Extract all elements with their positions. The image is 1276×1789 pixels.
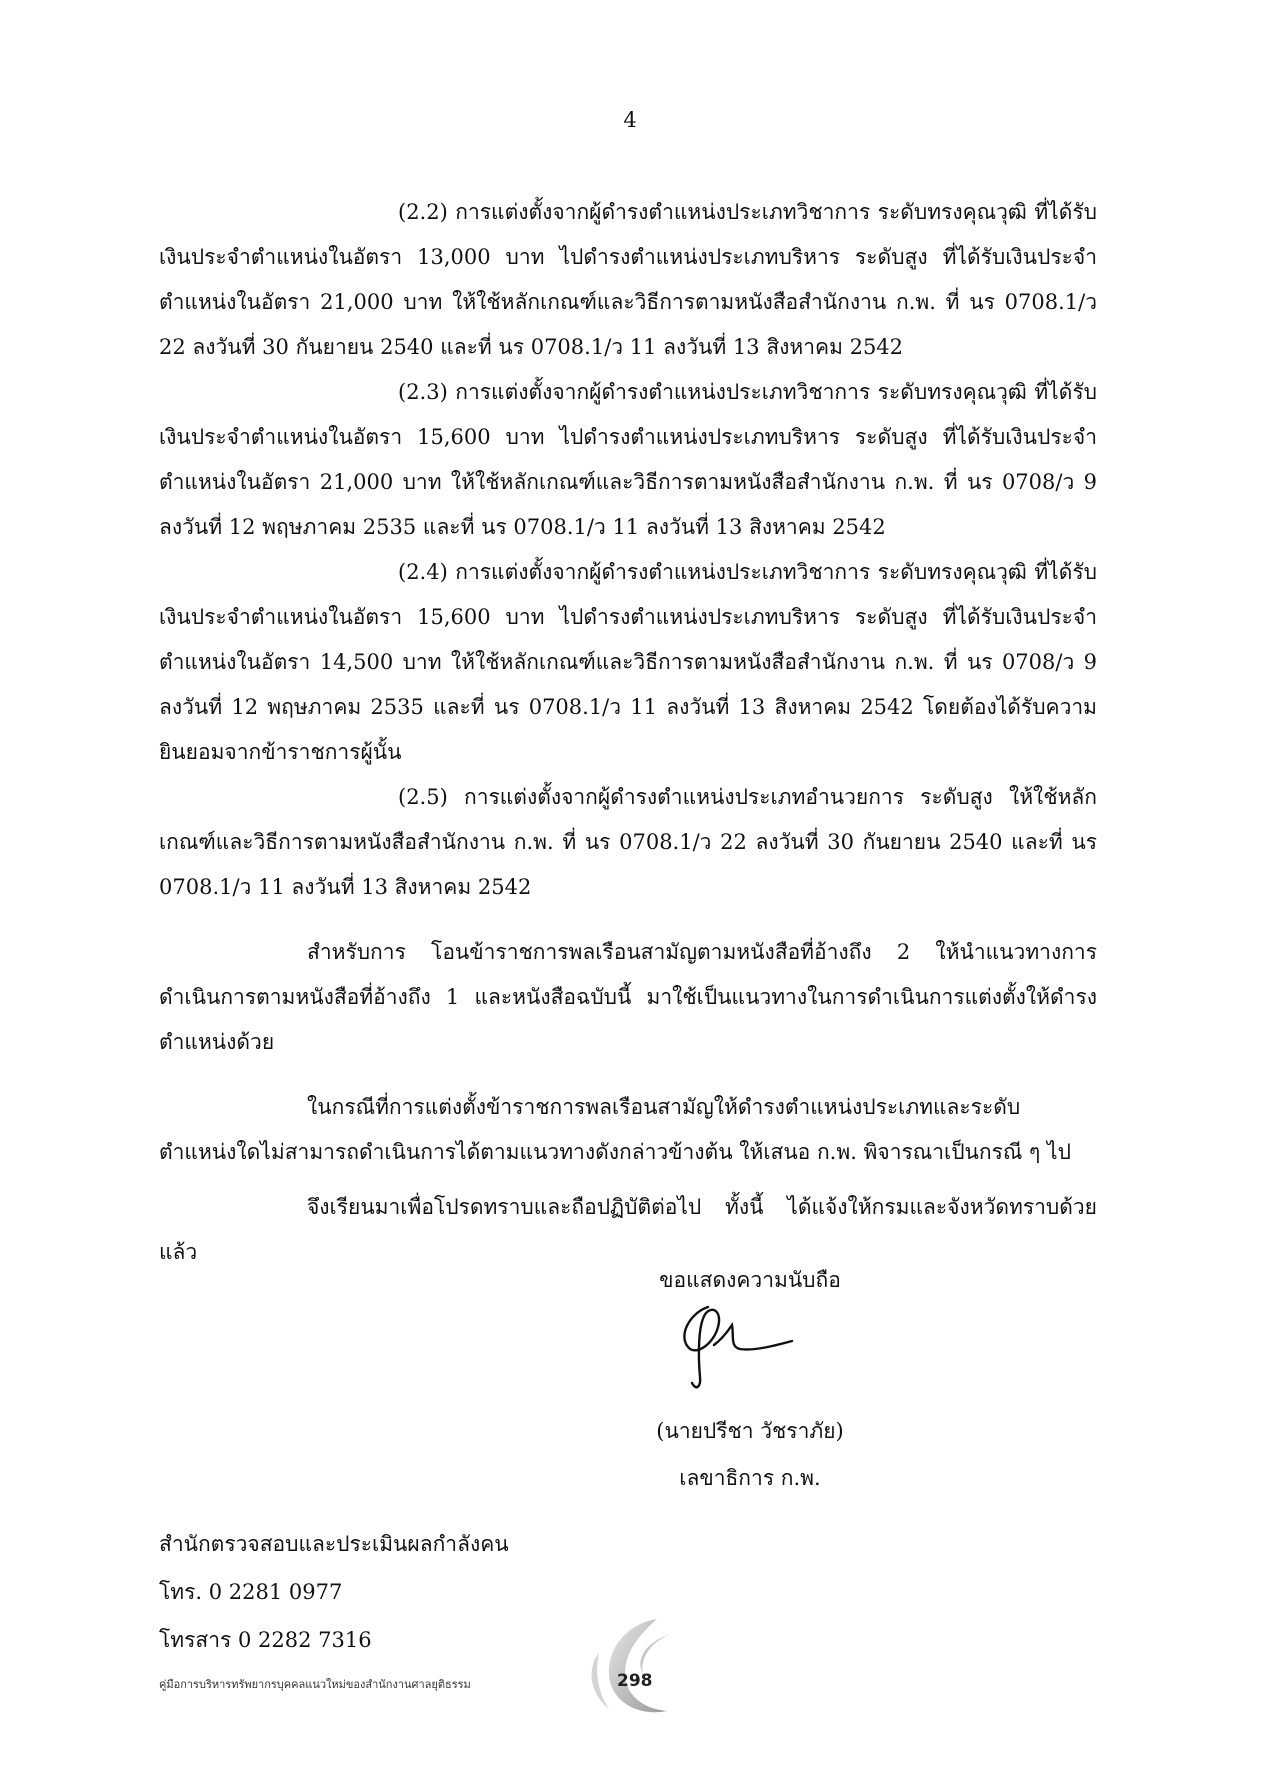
footer-page-number: 298 <box>617 1671 653 1691</box>
footer <box>159 1665 1159 1705</box>
office-name: สำนักตรวจสอบและประเมินผลกำลังคน <box>159 1532 509 1556</box>
contact-block <box>159 1520 509 1664</box>
swirl-logo-icon <box>579 1613 699 1723</box>
salutation: ขอแสดงความนับถือ <box>659 1268 841 1292</box>
signature <box>670 1295 800 1395</box>
fax-number: โทรสาร 0 2282 7316 <box>159 1628 372 1652</box>
phone-number: โทร. 0 2281 0977 <box>159 1580 343 1604</box>
paragraph-2-3: (2.3) การแต่งตั้งจากผู้ดำรงตำแหน่งประเภทวิชาการ ระดับทรงคุณวุฒิ ที่ได้รับเงินประจำตำแหน่งในอัตรา 15,600 บาท ไปดำรงตำแหน่งประเภทบริหาร ระดับสูง ที่ได้รับเงินประจำตำแหน่งในอัตรา 21,000 บาท ให้ใช้หลักเกณฑ์และวิธีการตามหนังสือสำนักงาน ก.พ. ที่ นร 0708/ว 9 ลงวันที่ 12 พฤษภาคม 2535 และที่ นร 0708.1/ว 11 ลงวันที่ 13 สิงหาคม 2542 <box>159 380 1097 539</box>
paragraph-2-2: (2.2) การแต่งตั้งจากผู้ดำรงตำแหน่งประเภทวิชาการ ระดับทรงคุณวุฒิ ที่ได้รับเงินประจำตำแหน่งในอัตรา 13,000 บาท ไปดำรงตำแหน่งประเภทบริหาร ระดับสูง ที่ได้รับเงินประจำตำแหน่งในอัตรา 21,000 บาท ให้ใช้หลักเกณฑ์และวิธีการตามหนังสือสำนักงาน ก.พ. ที่ นร 0708.1/ว 22 ลงวันที่ 30 กันยายน 2540 และที่ นร 0708.1/ว 11 ลงวันที่ 13 สิงหาคม 2542 <box>159 200 1097 359</box>
paragraph-closing: จึงเรียนมาเพื่อโปรดทราบและถือปฏิบัติต่อไป ทั้งนี้ ได้แจ้งให้กรมและจังหวัดทราบด้วยแล้ว <box>159 1195 1097 1264</box>
paragraph-exception: ในกรณีที่การแต่งตั้งข้าราชการพลเรือนสามัญให้ดำรงตำแหน่งประเภทและระดับตำแหน่งใดไม่สามารถดำเนินการได้ตามแนวทางดังกล่าวข้างต้น ให้เสนอ ก.พ. พิจารณาเป็นกรณี ๆ ไป <box>159 1095 1071 1164</box>
paragraph-transfer: สำหรับการ โอนข้าราชการพลเรือนสามัญตามหนังสือที่อ้างถึง 2 ให้นำแนวทางการดำเนินการตามหนังสือที่อ้างถึง 1 และหนังสือฉบับนี้ มาใช้เป็นแนวทางในการดำเนินการแต่งตั้งให้ดำรงตำแหน่งด้วย <box>159 940 1097 1054</box>
signer-name: (นายปรีชา วัชราภัย) <box>656 1419 844 1443</box>
footer-caption: คู่มือการบริหารทรัพยากรบุคคลแนวใหม่ของสำนักงานศาลยุติธรรม <box>159 1678 471 1691</box>
page-number: 4 <box>623 108 637 132</box>
paragraph-2-4: (2.4) การแต่งตั้งจากผู้ดำรงตำแหน่งประเภทวิชาการ ระดับทรงคุณวุฒิ ที่ได้รับเงินประจำตำแหน่งในอัตรา 15,600 บาท ไปดำรงตำแหน่งประเภทบริหาร ระดับสูง ที่ได้รับเงินประจำตำแหน่งในอัตรา 14,500 บาท ให้ใช้หลักเกณฑ์และวิธีการตามหนังสือสำนักงาน ก.พ. ที่ นร 0708/ว 9 ลงวันที่ 12 พฤษภาคม 2535 และที่ นร 0708.1/ว 11 ลงวันที่ 13 สิงหาคม 2542 โดยต้องได้รับความยินยอมจากข้าราชการผู้นั้น <box>159 560 1097 764</box>
body-text-section-1 <box>159 190 1097 1275</box>
paragraph-2-5: (2.5) การแต่งตั้งจากผู้ดำรงตำแหน่งประเภทอำนวยการ ระดับสูง ให้ใช้หลักเกณฑ์และวิธีการตามหนังสือสำนักงาน ก.พ. ที่ นร 0708.1/ว 22 ลงวันที่ 30 กันยายน 2540 และที่ นร 0708.1/ว 11 ลงวันที่ 13 สิงหาคม 2542 <box>159 785 1097 899</box>
signer-position: เลขาธิการ ก.พ. <box>679 1466 821 1490</box>
